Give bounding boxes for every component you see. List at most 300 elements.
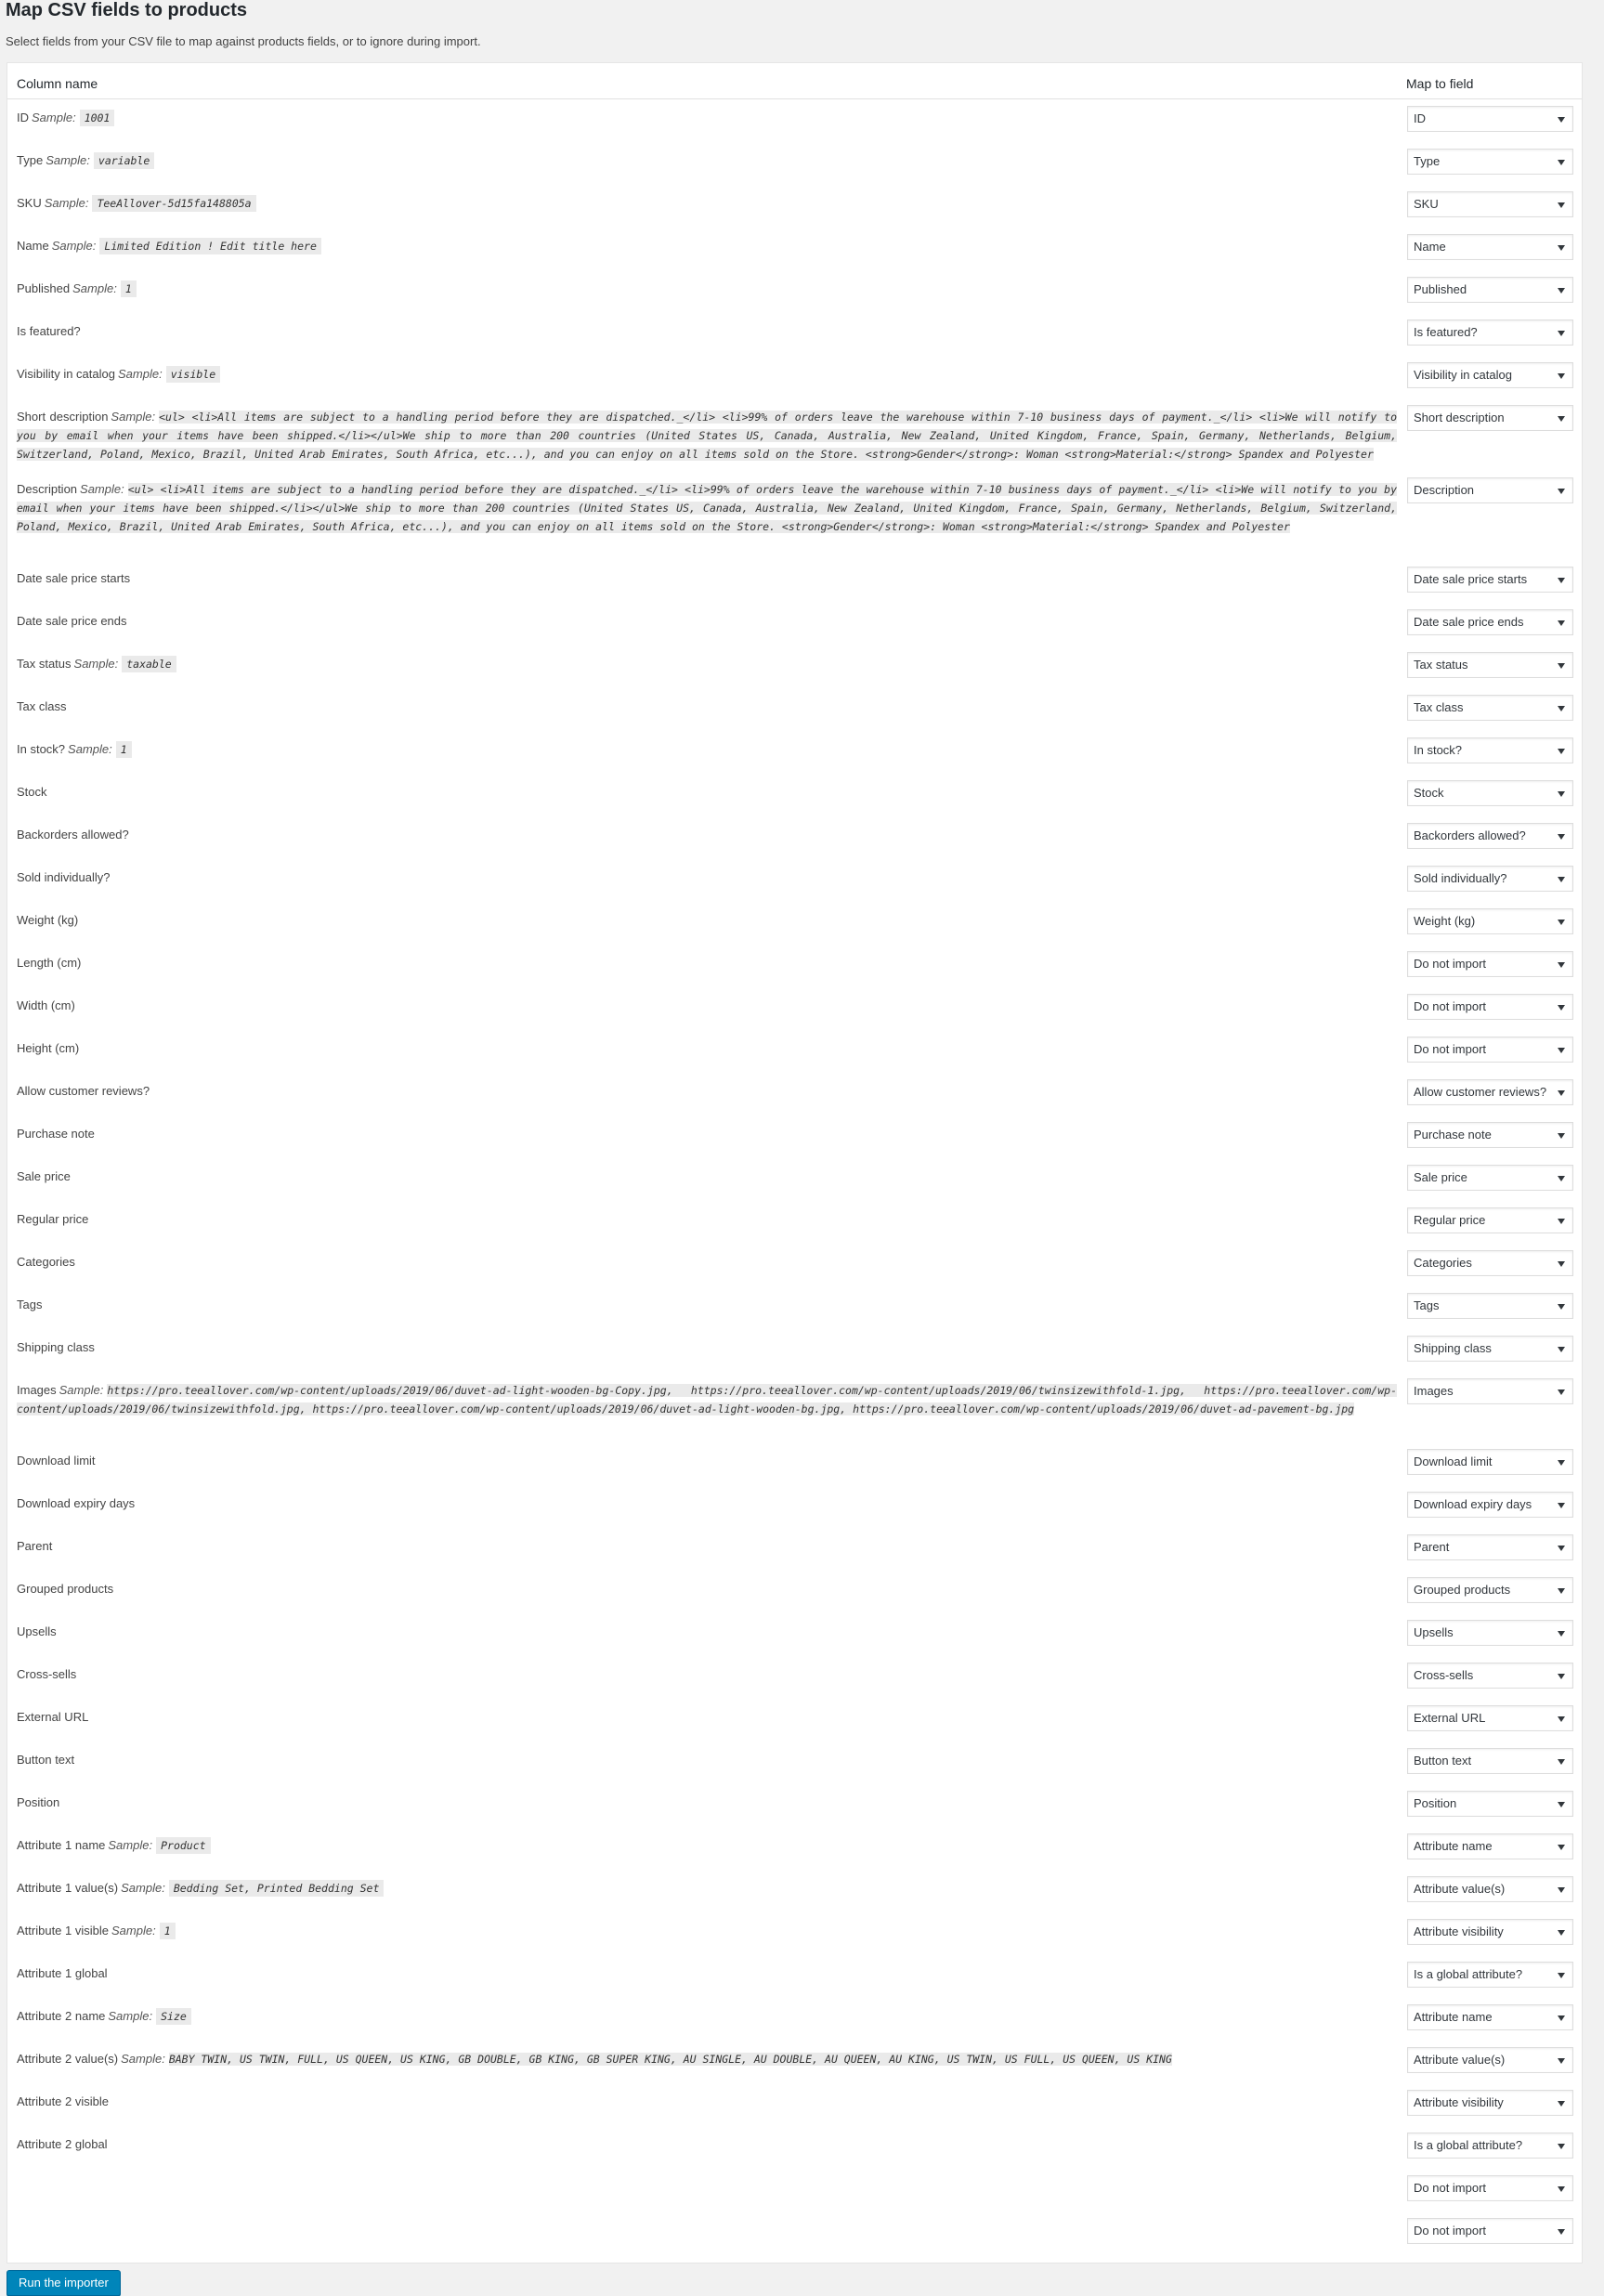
table-row [7, 815, 1582, 858]
dropdown-arrow-icon [1558, 791, 1565, 797]
column-label: Shipping class [17, 1340, 95, 1354]
selected-field: Short description [1414, 411, 1505, 424]
dropdown-arrow-icon [1558, 834, 1565, 840]
map-to-field-select[interactable] [1407, 191, 1573, 217]
map-to-field-select[interactable] [1407, 951, 1573, 977]
table-row [7, 1328, 1582, 1371]
column-name-cell [17, 826, 1391, 844]
selected-field: SKU [1414, 197, 1439, 211]
map-to-field-select[interactable] [1407, 1748, 1573, 1774]
dropdown-arrow-icon [1558, 202, 1565, 208]
table-row [7, 944, 1582, 986]
table-row [7, 2040, 1582, 2082]
dropdown-arrow-icon [1558, 331, 1565, 336]
column-label: SKU [17, 196, 42, 210]
dropdown-arrow-icon [1558, 1588, 1565, 1594]
column-name-cell [17, 2093, 1391, 2111]
mapping-table [7, 62, 1583, 2263]
map-to-field-select[interactable] [1407, 1620, 1573, 1646]
selected-field: Name [1414, 240, 1446, 254]
column-name-cell [17, 2007, 1391, 2026]
table-row [7, 1698, 1582, 1741]
column-name-cell [17, 1537, 1391, 1556]
dropdown-arrow-icon [1558, 2058, 1565, 2064]
column-name-cell [17, 1210, 1391, 1229]
map-to-field-select[interactable] [1407, 823, 1573, 849]
table-row [7, 1029, 1582, 1072]
table-row [7, 1570, 1582, 1612]
selected-field: Parent [1414, 1540, 1450, 1554]
selected-field: Allow customer reviews? [1414, 1085, 1547, 1099]
column-name-cell [17, 1381, 1397, 1418]
column-name-cell [17, 1168, 1391, 1186]
sample-label: Sample: [51, 239, 97, 253]
selected-field: Cross-sells [1414, 1668, 1474, 1682]
column-name-cell [17, 322, 1391, 341]
column-label: Date sale price ends [17, 614, 127, 628]
column-label: Images [17, 1383, 57, 1397]
column-name-cell [17, 237, 1391, 255]
sample-label: Sample: [72, 281, 117, 295]
selected-field: In stock? [1414, 743, 1463, 757]
map-to-field-select[interactable] [1407, 609, 1573, 635]
table-row [7, 1911, 1582, 1954]
sample-value: Limited Edition ! Edit title here [99, 238, 320, 254]
column-label: Weight (kg) [17, 913, 79, 927]
dropdown-arrow-icon [1558, 489, 1565, 494]
selected-field: Do not import [1414, 2224, 1487, 2237]
table-row [7, 687, 1582, 730]
map-to-field-select[interactable] [1407, 1449, 1573, 1475]
selected-field: Weight (kg) [1414, 914, 1476, 928]
dropdown-arrow-icon [1558, 620, 1565, 626]
dropdown-arrow-icon [1558, 920, 1565, 925]
column-label: Height (cm) [17, 1041, 80, 1055]
sample-label: Sample: [73, 657, 119, 671]
sample-label: Sample: [80, 482, 124, 496]
column-label: Short description [17, 410, 109, 424]
sample-label: Sample: [108, 1838, 153, 1852]
column-label: Tags [17, 1298, 43, 1311]
table-row [7, 1484, 1582, 1527]
table-row [7, 773, 1582, 815]
column-label: Length (cm) [17, 956, 82, 970]
table-row [7, 227, 1582, 269]
table-row [7, 1612, 1582, 1655]
map-to-field-select[interactable] [1407, 695, 1573, 721]
map-to-field-select[interactable] [1407, 866, 1573, 892]
map-to-field-select[interactable] [1407, 652, 1573, 678]
column-name-cell [17, 480, 1397, 536]
table-row [7, 2082, 1582, 2125]
column-label: Attribute 2 global [17, 2137, 108, 2151]
selected-field: Tax status [1414, 658, 1468, 672]
table-row [7, 269, 1582, 312]
sample-value: 1 [121, 280, 137, 297]
selected-field: Date sale price starts [1414, 572, 1528, 586]
selected-field: Download limit [1414, 1455, 1493, 1468]
dropdown-arrow-icon [1558, 288, 1565, 294]
dropdown-arrow-icon [1558, 1176, 1565, 1181]
column-label: Type [17, 153, 44, 167]
map-to-field-select[interactable] [1407, 1079, 1573, 1105]
column-label: Attribute 2 value(s) [17, 2052, 119, 2066]
column-label: Sold individually? [17, 870, 111, 884]
selected-field: Visibility in catalog [1414, 368, 1512, 382]
dropdown-arrow-icon [1558, 117, 1565, 123]
column-label: Attribute 1 value(s) [17, 1881, 119, 1895]
dropdown-arrow-icon [1558, 1674, 1565, 1679]
column-name-cell [17, 868, 1391, 887]
table-row [7, 901, 1582, 944]
selected-field: Position [1414, 1796, 1457, 1810]
dropdown-arrow-icon [1558, 1261, 1565, 1267]
dropdown-arrow-icon [1558, 1631, 1565, 1637]
sample-label: Sample: [46, 153, 90, 167]
column-name-cell [17, 2050, 1397, 2068]
sample-label: Sample: [121, 2052, 165, 2066]
table-row [7, 602, 1582, 645]
dropdown-arrow-icon [1558, 416, 1565, 422]
map-to-field-select[interactable] [1407, 1876, 1573, 1902]
column-name-cell [17, 1296, 1391, 1314]
map-to-field-select[interactable] [1407, 106, 1573, 132]
column-label: Download expiry days [17, 1496, 136, 1510]
table-row [7, 1072, 1582, 1115]
selected-field: Tags [1414, 1298, 1440, 1312]
sample-value: Size [156, 2008, 191, 2025]
column-label: Date sale price starts [17, 571, 131, 585]
dropdown-arrow-icon [1558, 1887, 1565, 1893]
table-row [7, 1783, 1582, 1826]
column-label: Attribute 1 global [17, 1966, 108, 1980]
column-label: In stock? [17, 742, 66, 756]
table-row [7, 1200, 1582, 1243]
map-to-field-select[interactable] [1407, 1534, 1573, 1560]
sample-text: <ul> <li>All items are subject to a handling period before they are dispatched._</li> <li>99% of orders leave the warehouse within 7-10 business days of payment._</li> <li>We will notify to you by email when your items have been shipped.</li></ul>We ship to more than 200 countries (United States US, Canada, Australia, New Zealand, United Kingdom, France, Spain, Germany, Netherlands, Belgium, Switzerland, Poland, Mexico, Brazil, United Arab Emirates, South Africa, etc...), and you can enjoy on all items sold on the Store. <strong>Gender</strong>: Woman <strong>Material:</strong> Spandex and Polyester [17, 411, 1397, 461]
column-label: Name [17, 239, 49, 253]
sample-label: Sample: [44, 196, 89, 210]
dropdown-arrow-icon [1558, 1090, 1565, 1096]
column-name-cell [17, 1964, 1391, 1983]
column-name-cell [17, 1082, 1391, 1101]
sample-value [17, 411, 1397, 461]
map-to-field-select[interactable] [1407, 908, 1573, 934]
table-row [7, 858, 1582, 901]
dropdown-arrow-icon [1558, 1048, 1565, 1053]
dropdown-arrow-icon [1558, 2016, 1565, 2021]
table-row [7, 2211, 1582, 2253]
map-to-field-select[interactable] [1407, 780, 1573, 806]
sample-value [17, 1384, 1397, 1415]
map-to-field-select[interactable] [1407, 149, 1573, 175]
column-label: Attribute 1 visible [17, 1924, 109, 1937]
selected-field: Attribute name [1414, 2010, 1493, 2024]
selected-field: Sold individually? [1414, 871, 1507, 885]
map-to-field-select[interactable] [1407, 2047, 1573, 2073]
map-to-field-header: Map to field [1406, 76, 1474, 91]
column-name-cell [17, 1623, 1391, 1641]
dropdown-arrow-icon [1558, 160, 1565, 165]
table-row [7, 98, 1582, 141]
map-to-field-select[interactable] [1407, 737, 1573, 763]
dropdown-arrow-icon [1558, 2186, 1565, 2192]
sample-value: Bedding Set, Printed Bedding Set [169, 1880, 385, 1897]
sample-label: Sample: [111, 1924, 156, 1937]
table-row [7, 1997, 1582, 2040]
selected-field: Attribute value(s) [1414, 1882, 1506, 1896]
table-row [7, 1243, 1582, 1285]
selected-field: Published [1414, 282, 1467, 296]
map-to-field-select[interactable] [1407, 1705, 1573, 1731]
selected-field: Categories [1414, 1256, 1472, 1270]
dropdown-arrow-icon [1558, 1503, 1565, 1508]
selected-field: Grouped products [1414, 1583, 1511, 1597]
dropdown-arrow-icon [1558, 1930, 1565, 1936]
map-to-field-select[interactable] [1407, 994, 1573, 1020]
column-label: Tax class [17, 699, 67, 713]
sample-value: Product [156, 1837, 210, 1854]
table-row [7, 470, 1582, 559]
selected-field: Description [1414, 483, 1475, 497]
map-to-field-select[interactable] [1407, 1919, 1573, 1945]
selected-field: Images [1414, 1384, 1454, 1398]
table-row [7, 1285, 1582, 1328]
table-row [7, 184, 1582, 227]
selected-field: Stock [1414, 786, 1444, 800]
sample-label: Sample: [111, 410, 156, 424]
column-name-cell [17, 194, 1391, 213]
dropdown-arrow-icon [1558, 1460, 1565, 1466]
column-name-cell [17, 569, 1391, 588]
dropdown-arrow-icon [1558, 2229, 1565, 2235]
selected-field: Button text [1414, 1754, 1472, 1768]
map-to-field-select[interactable] [1407, 1293, 1573, 1319]
sample-label: Sample: [68, 742, 112, 756]
table-row [7, 312, 1582, 355]
column-name-cell [17, 1879, 1391, 1898]
map-to-field-select[interactable] [1407, 405, 1573, 431]
column-name-cell [17, 1751, 1391, 1769]
dropdown-arrow-icon [1558, 1133, 1565, 1139]
sample-value [17, 483, 1397, 533]
column-name-cell [17, 1039, 1391, 1058]
dropdown-arrow-icon [1558, 1219, 1565, 1224]
sample-value: 1 [160, 1923, 176, 1939]
table-row [7, 1826, 1582, 1869]
column-label: Purchase note [17, 1127, 95, 1141]
column-name-cell [17, 1494, 1391, 1513]
column-name-cell [17, 365, 1391, 384]
column-name-cell [17, 1665, 1391, 1684]
column-name-cell [17, 1836, 1391, 1855]
column-label: Attribute 2 name [17, 2009, 106, 2023]
selected-field: Attribute value(s) [1414, 2053, 1506, 2067]
column-label: Parent [17, 1539, 53, 1553]
column-name-cell [17, 954, 1391, 972]
sample-text: https://pro.teeallover.com/wp-content/uploads/2019/06/duvet-ad-light-wooden-bg-Copy.jpg, https://pro.teeallover.com/wp-content/uploads/2019/06/twinsizewithfold-1.jpg, https://pro.teeallover.com/wp-content/uploads/2019/06/twinsizewithfold.jpg, https://pro.teeallover.com/wp-content/uploads/2019/06/duvet-ad-light-wooden-bg.jpg, https://pro.teeallover.com/wp-content/uploads/2019/06/duvet-ad-pavement-bg.jpg [17, 1384, 1397, 1415]
selected-field: Do not import [1414, 999, 1487, 1013]
sample-label: Sample: [121, 1881, 165, 1895]
map-to-field-select[interactable] [1407, 2004, 1573, 2030]
column-name-cell [17, 280, 1391, 298]
column-label: Attribute 1 name [17, 1838, 106, 1852]
dropdown-arrow-icon [1558, 1802, 1565, 1807]
sample-value: taxable [122, 656, 176, 672]
dropdown-arrow-icon [1558, 749, 1565, 754]
dropdown-arrow-icon [1558, 1845, 1565, 1850]
map-to-field-select[interactable] [1407, 2175, 1573, 2201]
selected-field: Regular price [1414, 1213, 1486, 1227]
dropdown-arrow-icon [1558, 578, 1565, 583]
page-title: Map CSV fields to products [6, 0, 248, 20]
column-name-cell [17, 1580, 1391, 1598]
map-to-field-select[interactable] [1407, 320, 1573, 346]
map-to-field-select[interactable] [1407, 1336, 1573, 1362]
table-row [7, 1954, 1582, 1997]
map-to-field-select[interactable] [1407, 1492, 1573, 1518]
dropdown-arrow-icon [1558, 1389, 1565, 1395]
map-to-field-select[interactable] [1407, 1165, 1573, 1191]
column-label: Stock [17, 785, 47, 799]
dropdown-arrow-icon [1558, 2101, 1565, 2107]
column-label: Description [17, 482, 78, 496]
map-to-field-select[interactable] [1407, 277, 1573, 303]
column-name-cell [17, 1253, 1391, 1272]
column-name-cell [17, 655, 1391, 673]
dropdown-arrow-icon [1558, 663, 1565, 669]
column-label: Cross-sells [17, 1667, 77, 1681]
column-name-cell [17, 2135, 1391, 2154]
column-name-cell [17, 1794, 1391, 1812]
sample-label: Sample: [117, 367, 163, 381]
sample-text: BABY TWIN, US TWIN, FULL, US QUEEN, US KING, GB DOUBLE, GB KING, GB SUPER KING, AU SINGLE, AU DOUBLE, AU QUEEN, AU KING, US TWIN, US FULL, US QUEEN, US KING [168, 2053, 1172, 2066]
table-row [7, 1115, 1582, 1157]
dropdown-arrow-icon [1558, 1973, 1565, 1978]
column-label: Attribute 2 visible [17, 2094, 109, 2108]
column-name-cell [17, 109, 1391, 127]
column-label: ID [17, 111, 29, 124]
column-name-cell [17, 740, 1391, 759]
table-row [7, 1741, 1582, 1783]
dropdown-arrow-icon [1558, 706, 1565, 711]
map-to-field-select[interactable] [1407, 362, 1573, 388]
table-row [7, 355, 1582, 398]
selected-field: Do not import [1414, 1042, 1487, 1056]
column-name-header: Column name [17, 76, 98, 91]
map-to-field-select[interactable] [1407, 1378, 1573, 1404]
dropdown-arrow-icon [1558, 1716, 1565, 1722]
map-to-field-select[interactable] [1407, 1962, 1573, 1988]
sample-value: TeeAllover-5d15fa148805a [92, 195, 255, 212]
column-name-cell [17, 408, 1397, 463]
sample-label: Sample: [59, 1383, 104, 1397]
table-row [7, 645, 1582, 687]
dropdown-arrow-icon [1558, 962, 1565, 968]
selected-field: Is a global attribute? [1414, 2138, 1523, 2152]
column-label: Button text [17, 1753, 75, 1767]
dropdown-arrow-icon [1558, 1347, 1565, 1352]
map-to-field-select[interactable] [1407, 2133, 1573, 2159]
column-label: Allow customer reviews? [17, 1084, 150, 1098]
sample-label: Sample: [32, 111, 76, 124]
dropdown-arrow-icon [1558, 1546, 1565, 1551]
selected-field: Tax class [1414, 700, 1464, 714]
column-label: Backorders allowed? [17, 828, 129, 841]
table-row [7, 141, 1582, 184]
sample-label: Sample: [108, 2009, 153, 2023]
map-to-field-select[interactable] [1407, 567, 1573, 593]
selected-field: Upsells [1414, 1625, 1454, 1639]
map-to-field-select[interactable] [1407, 2218, 1573, 2244]
column-label: Grouped products [17, 1582, 114, 1596]
column-name-cell [17, 783, 1391, 802]
run-importer-button[interactable]: Run the importer [7, 2270, 121, 2296]
table-row [7, 1371, 1582, 1442]
map-to-field-select[interactable] [1407, 1833, 1573, 1859]
map-to-field-select[interactable] [1407, 1122, 1573, 1148]
sample-value: 1001 [80, 110, 115, 126]
column-label: External URL [17, 1710, 89, 1724]
column-label: Tax status [17, 657, 72, 671]
selected-field: Do not import [1414, 2181, 1487, 2195]
table-header [7, 63, 1582, 99]
map-to-field-select[interactable] [1407, 2090, 1573, 2116]
column-name-cell [17, 1922, 1391, 1940]
table-row [7, 1157, 1582, 1200]
column-label: Position [17, 1795, 60, 1809]
table-row [7, 2125, 1582, 2168]
table-row [7, 1442, 1582, 1484]
map-to-field-select[interactable] [1407, 1577, 1573, 1603]
column-label: Regular price [17, 1212, 89, 1226]
table-row [7, 398, 1582, 470]
map-to-field-select[interactable] [1407, 1207, 1573, 1233]
sample-value: visible [166, 366, 220, 383]
table-row [7, 1869, 1582, 1911]
column-label: Is featured? [17, 324, 81, 338]
column-name-cell [17, 911, 1391, 930]
column-label: Sale price [17, 1169, 71, 1183]
map-to-field-select[interactable] [1407, 477, 1573, 503]
sample-text: <ul> <li>All items are subject to a handling period before they are dispatched._</li> <li>99% of orders leave the warehouse within 7-10 business days of payment._</li> <li>We will notify to you by email when your items have been shipped.</li></ul>We ship to more than 200 countries (United States US, Canada, Australia, New Zealand, United Kingdom, France, Spain, Germany, Netherlands, Belgium, Switzerland, Poland, Mexico, Brazil, United Arab Emirates, South Africa, etc...), and you can enjoy on all items sold on the Store. <strong>Gender</strong>: Woman <strong>Material:</strong> Spandex and Polyester [17, 483, 1397, 533]
sample-value: variable [94, 152, 154, 169]
column-name-cell [17, 612, 1391, 631]
map-to-field-select[interactable] [1407, 1250, 1573, 1276]
selected-field: Date sale price ends [1414, 615, 1524, 629]
map-to-field-select[interactable] [1407, 1037, 1573, 1063]
column-name-cell [17, 151, 1391, 170]
selected-field: Purchase note [1414, 1128, 1492, 1141]
selected-field: Download expiry days [1414, 1497, 1532, 1511]
column-label: Upsells [17, 1624, 57, 1638]
selected-field: ID [1414, 111, 1426, 125]
sample-value [169, 2053, 1172, 2066]
column-name-cell [17, 1708, 1391, 1727]
map-to-field-select[interactable] [1407, 1791, 1573, 1817]
map-to-field-select[interactable] [1407, 1663, 1573, 1689]
column-name-cell [17, 1338, 1391, 1357]
column-name-cell [17, 997, 1391, 1015]
dropdown-arrow-icon [1558, 245, 1565, 251]
table-row [7, 2168, 1582, 2211]
selected-field: Attribute visibility [1414, 1924, 1504, 1938]
map-to-field-select[interactable] [1407, 234, 1573, 260]
column-name-cell [17, 1452, 1391, 1470]
column-label: Width (cm) [17, 998, 75, 1012]
selected-field: Attribute visibility [1414, 2095, 1504, 2109]
dropdown-arrow-icon [1558, 877, 1565, 882]
